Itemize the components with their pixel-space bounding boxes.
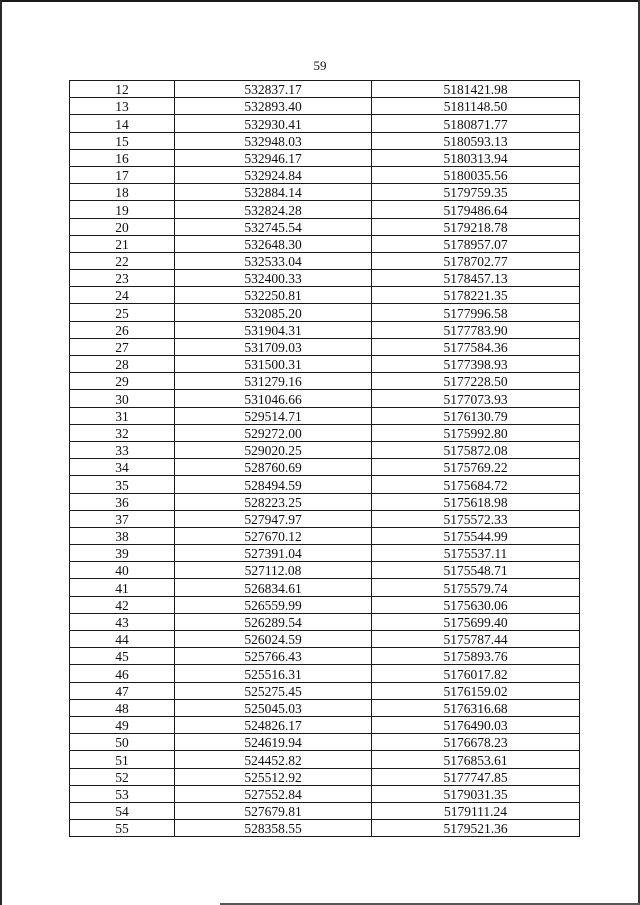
- x-coordinate-cell: 525516.31: [175, 665, 372, 682]
- x-coordinate-cell: 524619.94: [175, 734, 372, 751]
- table-row: [70, 132, 580, 149]
- table-row: [70, 252, 580, 269]
- y-coordinate-cell: 5175992.80: [372, 424, 580, 441]
- y-coordinate-cell: 5175544.99: [372, 527, 580, 544]
- y-coordinate-cell: 5176678.23: [372, 734, 580, 751]
- y-coordinate-cell: 5179521.36: [372, 820, 580, 837]
- y-coordinate-cell: 5180871.77: [372, 115, 580, 132]
- point-number-cell: 30: [70, 390, 175, 407]
- y-coordinate-cell: 5177228.50: [372, 373, 580, 390]
- x-coordinate-cell: 526289.54: [175, 613, 372, 630]
- table-row: [70, 373, 580, 390]
- y-coordinate-cell: 5177747.85: [372, 768, 580, 785]
- x-coordinate-cell: 527552.84: [175, 785, 372, 802]
- table-row: [70, 510, 580, 527]
- point-number-cell: 13: [70, 98, 175, 115]
- table-row: [70, 287, 580, 304]
- point-number-cell: 49: [70, 716, 175, 733]
- x-coordinate-cell: 532400.33: [175, 270, 372, 287]
- y-coordinate-cell: 5179111.24: [372, 802, 580, 819]
- point-number-cell: 38: [70, 527, 175, 544]
- x-coordinate-cell: 529020.25: [175, 441, 372, 458]
- y-coordinate-cell: 5175787.44: [372, 631, 580, 648]
- table-row: [70, 407, 580, 424]
- y-coordinate-cell: 5178221.35: [372, 287, 580, 304]
- x-coordinate-cell: 531904.31: [175, 321, 372, 338]
- x-coordinate-cell: 531279.16: [175, 373, 372, 390]
- x-coordinate-cell: 525512.92: [175, 768, 372, 785]
- point-number-cell: 50: [70, 734, 175, 751]
- y-coordinate-cell: 5175618.98: [372, 493, 580, 510]
- x-coordinate-cell: 532648.30: [175, 235, 372, 252]
- x-coordinate-cell: 527391.04: [175, 545, 372, 562]
- y-coordinate-cell: 5179218.78: [372, 218, 580, 235]
- x-coordinate-cell: 529514.71: [175, 407, 372, 424]
- y-coordinate-cell: 5177996.58: [372, 304, 580, 321]
- y-coordinate-cell: 5179486.64: [372, 201, 580, 218]
- coordinates-table: [69, 80, 580, 837]
- x-coordinate-cell: 532893.40: [175, 98, 372, 115]
- point-number-cell: 24: [70, 287, 175, 304]
- x-coordinate-cell: 531709.03: [175, 338, 372, 355]
- x-coordinate-cell: 528358.55: [175, 820, 372, 837]
- table-row: [70, 424, 580, 441]
- x-coordinate-cell: 526834.61: [175, 579, 372, 596]
- table-row: [70, 785, 580, 802]
- x-coordinate-cell: 527112.08: [175, 562, 372, 579]
- table-row: [70, 184, 580, 201]
- point-number-cell: 45: [70, 648, 175, 665]
- page-number: 59: [313, 58, 327, 73]
- point-number-cell: 23: [70, 270, 175, 287]
- y-coordinate-cell: 5180313.94: [372, 149, 580, 166]
- x-coordinate-cell: 526024.59: [175, 631, 372, 648]
- x-coordinate-cell: 525045.03: [175, 699, 372, 716]
- x-coordinate-cell: 527670.12: [175, 527, 372, 544]
- x-coordinate-cell: 532946.17: [175, 149, 372, 166]
- table-row: [70, 459, 580, 476]
- point-number-cell: 32: [70, 424, 175, 441]
- table-row: [70, 699, 580, 716]
- table-row: [70, 304, 580, 321]
- point-number-cell: 12: [70, 81, 175, 98]
- table-row: [70, 218, 580, 235]
- point-number-cell: 27: [70, 338, 175, 355]
- table-row: [70, 579, 580, 596]
- table-row: [70, 768, 580, 785]
- point-number-cell: 26: [70, 321, 175, 338]
- table-row: [70, 390, 580, 407]
- x-coordinate-cell: 531500.31: [175, 356, 372, 373]
- point-number-cell: 47: [70, 682, 175, 699]
- x-coordinate-cell: 532250.81: [175, 287, 372, 304]
- scan-border-top: [0, 0, 640, 2]
- table-row: [70, 527, 580, 544]
- point-number-cell: 51: [70, 751, 175, 768]
- table-row: [70, 562, 580, 579]
- point-number-cell: 20: [70, 218, 175, 235]
- y-coordinate-cell: 5181148.50: [372, 98, 580, 115]
- table-row: [70, 81, 580, 98]
- x-coordinate-cell: 524826.17: [175, 716, 372, 733]
- scan-border-left: [0, 0, 2, 905]
- y-coordinate-cell: 5180035.56: [372, 166, 580, 183]
- y-coordinate-cell: 5178702.77: [372, 252, 580, 269]
- x-coordinate-cell: 525275.45: [175, 682, 372, 699]
- point-number-cell: 42: [70, 596, 175, 613]
- x-coordinate-cell: 528494.59: [175, 476, 372, 493]
- y-coordinate-cell: 5177398.93: [372, 356, 580, 373]
- point-number-cell: 18: [70, 184, 175, 201]
- point-number-cell: 16: [70, 149, 175, 166]
- point-number-cell: 48: [70, 699, 175, 716]
- y-coordinate-cell: 5175769.22: [372, 459, 580, 476]
- table-row: [70, 802, 580, 819]
- table-row: [70, 270, 580, 287]
- y-coordinate-cell: 5178957.07: [372, 235, 580, 252]
- table-row: [70, 751, 580, 768]
- y-coordinate-cell: 5175684.72: [372, 476, 580, 493]
- point-number-cell: 54: [70, 802, 175, 819]
- point-number-cell: 55: [70, 820, 175, 837]
- point-number-cell: 40: [70, 562, 175, 579]
- table-row: [70, 235, 580, 252]
- table-row: [70, 321, 580, 338]
- table-row: [70, 631, 580, 648]
- table-row: [70, 716, 580, 733]
- table-row: [70, 545, 580, 562]
- table-row: [70, 613, 580, 630]
- y-coordinate-cell: 5175537.11: [372, 545, 580, 562]
- y-coordinate-cell: 5175572.33: [372, 510, 580, 527]
- y-coordinate-cell: 5176490.03: [372, 716, 580, 733]
- x-coordinate-cell: 532930.41: [175, 115, 372, 132]
- y-coordinate-cell: 5179031.35: [372, 785, 580, 802]
- point-number-cell: 31: [70, 407, 175, 424]
- table-row: [70, 820, 580, 837]
- table-row: [70, 149, 580, 166]
- point-number-cell: 35: [70, 476, 175, 493]
- table-row: [70, 115, 580, 132]
- point-number-cell: 33: [70, 441, 175, 458]
- x-coordinate-cell: 526559.99: [175, 596, 372, 613]
- point-number-cell: 52: [70, 768, 175, 785]
- y-coordinate-cell: 5175872.08: [372, 441, 580, 458]
- table-row: [70, 596, 580, 613]
- y-coordinate-cell: 5176853.61: [372, 751, 580, 768]
- point-number-cell: 28: [70, 356, 175, 373]
- x-coordinate-cell: 531046.66: [175, 390, 372, 407]
- table-row: [70, 98, 580, 115]
- y-coordinate-cell: 5181421.98: [372, 81, 580, 98]
- point-number-cell: 41: [70, 579, 175, 596]
- table-row: [70, 201, 580, 218]
- point-number-cell: 37: [70, 510, 175, 527]
- x-coordinate-cell: 532924.84: [175, 166, 372, 183]
- point-number-cell: 25: [70, 304, 175, 321]
- x-coordinate-cell: 532837.17: [175, 81, 372, 98]
- x-coordinate-cell: 528223.25: [175, 493, 372, 510]
- point-number-cell: 46: [70, 665, 175, 682]
- x-coordinate-cell: 528760.69: [175, 459, 372, 476]
- x-coordinate-cell: 524452.82: [175, 751, 372, 768]
- x-coordinate-cell: 532085.20: [175, 304, 372, 321]
- y-coordinate-cell: 5176017.82: [372, 665, 580, 682]
- point-number-cell: 15: [70, 132, 175, 149]
- y-coordinate-cell: 5180593.13: [372, 132, 580, 149]
- point-number-cell: 53: [70, 785, 175, 802]
- point-number-cell: 19: [70, 201, 175, 218]
- table-row: [70, 493, 580, 510]
- y-coordinate-cell: 5175548.71: [372, 562, 580, 579]
- y-coordinate-cell: 5175630.06: [372, 596, 580, 613]
- table-row: [70, 356, 580, 373]
- point-number-cell: 22: [70, 252, 175, 269]
- table-row: [70, 734, 580, 751]
- y-coordinate-cell: 5175699.40: [372, 613, 580, 630]
- table-row: [70, 338, 580, 355]
- y-coordinate-cell: 5177073.93: [372, 390, 580, 407]
- x-coordinate-cell: 532533.04: [175, 252, 372, 269]
- y-coordinate-cell: 5177783.90: [372, 321, 580, 338]
- point-number-cell: 44: [70, 631, 175, 648]
- x-coordinate-cell: 525766.43: [175, 648, 372, 665]
- x-coordinate-cell: 532824.28: [175, 201, 372, 218]
- point-number-cell: 17: [70, 166, 175, 183]
- x-coordinate-cell: 532745.54: [175, 218, 372, 235]
- point-number-cell: 29: [70, 373, 175, 390]
- table-row: [70, 441, 580, 458]
- x-coordinate-cell: 527679.81: [175, 802, 372, 819]
- table-row: [70, 665, 580, 682]
- point-number-cell: 36: [70, 493, 175, 510]
- table-row: [70, 648, 580, 665]
- y-coordinate-cell: 5175893.76: [372, 648, 580, 665]
- coordinates-table-body: [70, 81, 580, 837]
- point-number-cell: 21: [70, 235, 175, 252]
- point-number-cell: 14: [70, 115, 175, 132]
- x-coordinate-cell: 532948.03: [175, 132, 372, 149]
- y-coordinate-cell: 5176159.02: [372, 682, 580, 699]
- y-coordinate-cell: 5176130.79: [372, 407, 580, 424]
- table-row: [70, 476, 580, 493]
- x-coordinate-cell: 527947.97: [175, 510, 372, 527]
- x-coordinate-cell: 529272.00: [175, 424, 372, 441]
- table-row: [70, 166, 580, 183]
- x-coordinate-cell: 532884.14: [175, 184, 372, 201]
- y-coordinate-cell: 5179759.35: [372, 184, 580, 201]
- table-row: [70, 682, 580, 699]
- y-coordinate-cell: 5176316.68: [372, 699, 580, 716]
- y-coordinate-cell: 5178457.13: [372, 270, 580, 287]
- point-number-cell: 43: [70, 613, 175, 630]
- point-number-cell: 34: [70, 459, 175, 476]
- point-number-cell: 39: [70, 545, 175, 562]
- y-coordinate-cell: 5175579.74: [372, 579, 580, 596]
- y-coordinate-cell: 5177584.36: [372, 338, 580, 355]
